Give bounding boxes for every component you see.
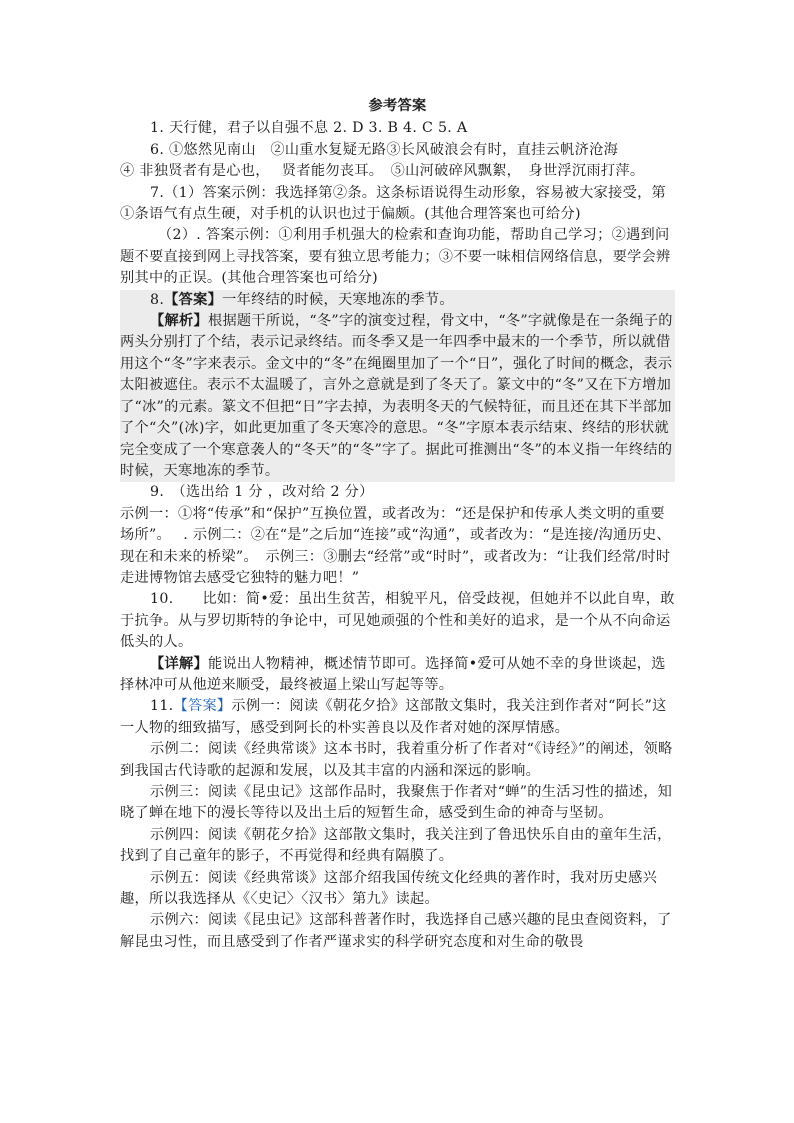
answer-11-example-5: 示例五：阅读《经典常谈》这部介绍我国传统文化经典的著作时，我对历史感兴趣，所以我选择从《〈史记〉〈汉书〉第九》读起。 [120, 869, 658, 908]
answer-11-example-6: 示例六：阅读《昆虫记》这部科普著作时，我选择自己感兴趣的昆虫查阅资料，了解昆虫习性，而且感受到了作者严谨求实的科学研究态度和对生命的敬畏 [120, 912, 672, 950]
answer-8-text: 一年终结的时候，天寒地冻的季节。 [222, 291, 454, 308]
answer-8-analysis [120, 311, 675, 482]
answers-1-5: 1. 天行健，君子以自强不息 2. D 3. B 4. C 5. A [150, 120, 468, 137]
page-title: 参考答案 [368, 98, 427, 114]
answer-tag: 【答案】 [173, 698, 232, 715]
answer-10-body: 10. 比如：简•爱：虽出生贫苦，相貌平凡，倍受歧视，但她并不以此自卑，敢于抗争。从与罗切斯特的争论中，可见她顽强的个性和美好的追求，是一个从不向命运低头的人。 [120, 591, 675, 651]
example-text: 示例一：阅读《朝花夕拾》这部散文集时，我关注到作者对“阿长”这一人物的细致描写，感受到阿长的朴实善良以及作者对她的深厚情感。 [120, 698, 667, 736]
answer-6-line1: 6. ①悠然见南山 ②山重水复疑无路③长风破浪会有时，直挂云帆济沧海 [150, 141, 619, 158]
q8-number: 8. [150, 291, 165, 308]
answer-11-example-2: 示例二：阅读《经典常谈》这本书时，我着重分析了作者对“《诗经》”的阐述，领略到我国古代诗歌的起源和发展，以及其丰富的内涵和深远的影响。 [120, 741, 673, 779]
answer-11-example-3: 示例三：阅读《昆虫记》这部作品时，我聚焦于作者对“蝉”的生活习性的描述，知晓了蝉在地下的漫长等待以及出土后的短暂生命，感受到生命的神奇与坚韧。 [120, 784, 673, 822]
answer-9-body: 示例一：①将“传承”和“保护”互换位置，或者改为：“还是保护和传承人类文明的重要场所”。 . 示例二：②在“是”之后加“连接”或“沟通”，或者改为：“是连接/沟通历史、现在和未来的桥梁”。 示例三：③删去“经常”或“时时”，或者改为：“让我们经常/时时走进博物馆去感受它独特的魅力吧！” [120, 505, 671, 586]
answer-tag: 【答案】 [164, 291, 223, 308]
answer-document [120, 96, 675, 953]
answer-9-header: 9. （选出给 1 分 ，改对给 2 分） [150, 484, 374, 501]
detail-tag: 【详解】 [150, 655, 208, 672]
analysis-tag: 【解析】 [150, 313, 208, 330]
answer-6-line2: ④ 非独贤者有是心也， 贤者能勿丧耳。 ⑤山河破碎风飘絮， 身世浮沉雨打萍。 [120, 163, 645, 180]
q11-number: 11. [150, 698, 174, 715]
detail-text: 能说出人物精神，概述情节即可。选择简•爱可从她不幸的身世谈起，选择林冲可从他逆来顺受，最终被逼上梁山写起等等。 [120, 655, 666, 693]
answer-11-example-4: 示例四：阅读《朝花夕拾》这部散文集时，我关注到了鲁迅快乐自由的童年生活，找到了自己童年的影子，不再觉得和经典有隔膜了。 [120, 826, 672, 865]
answer-8-answer [120, 290, 675, 311]
answer-8-block [120, 290, 675, 483]
answer-10-detail [120, 654, 675, 697]
answer-7-part1: 7.（1）答案示例：我选择第②条。这条标语说得生动形象，容易被大家接受，第①条语气有点生硬，对手机的认识也过于偏颇。(其他合理答案也可给分) [120, 184, 667, 223]
answer-11-example-1 [120, 696, 675, 739]
analysis-text: 根据题干所说，“冬”字的演变过程，骨文中，“冬”字就像是在一条绳子的两头分别打了个结，表示记录终结。而冬季又是一年四季中最末的一个季节，所以就借用这个“冬”字来表示。金文中的“冬”在绳圈里加了一个“日”，强化了时间的概念，表示太阳被遮住。表示不太温暖了，言外之意就是到了冬天了。篆文中的“冬”又在下方增加了“冰”的元素。篆文不但把“日”字去掉，为表明冬天的气候特征，而且还在其下半部加了个“仌”(冰)字，如此更加重了冬天寒冷的意思。“冬”字原本表示结束、终结的形状就完全变成了一个寒意袭人的“冬天”的“冬”字了。据此可推测出“冬”的本义指一年终结的时候，天寒地冻的季节。 [120, 313, 673, 479]
answer-7-part2: （2）. 答案示例：①利用手机强大的检索和查询功能，帮助自己学习；②遇到问题不要直接到网上寻找答案，要有独立思考能力；③不要一味相信网络信息，要学会辨别其中的正误。(其他合理答案也可给分) [120, 227, 671, 287]
